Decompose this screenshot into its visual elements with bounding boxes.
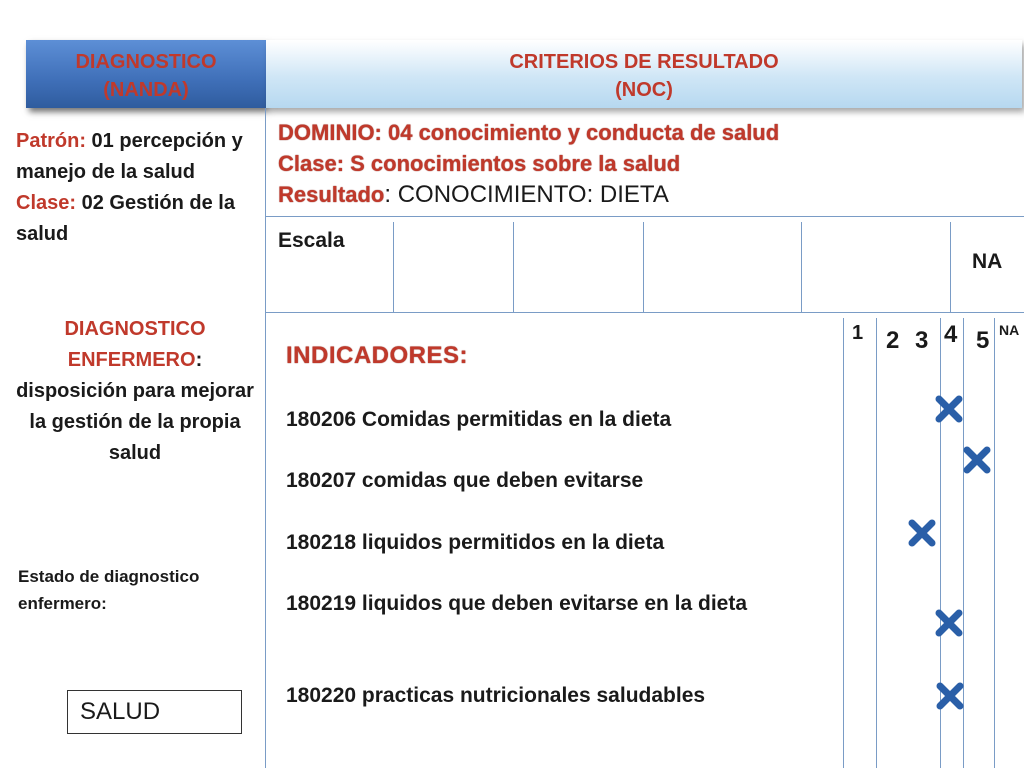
patron-label: Patrón:	[16, 130, 86, 152]
x-mark-icon	[935, 395, 963, 423]
scale-column-divider	[843, 318, 844, 768]
escala-divider	[801, 222, 802, 312]
escala-divider	[513, 222, 514, 312]
scale-number-4: 4	[944, 321, 958, 348]
x-mark-icon	[963, 446, 991, 474]
clase-noc-text: Clase: S conocimientos sobre la salud	[278, 151, 681, 176]
escala-divider	[393, 222, 394, 312]
scale-number-3: 3	[915, 327, 929, 354]
indicator-1: 180206 Comidas permitidas en la dieta	[286, 408, 672, 431]
estado-label: Estado de diagnostico enfermero:	[18, 567, 200, 613]
resultado-value: : CONOCIMIENTO: DIETA	[384, 181, 669, 208]
indicator-2: 180207 comidas que deben evitarse	[286, 469, 644, 492]
diagnostico-colon: :	[195, 349, 203, 371]
indicator-5: 180220 practicas nutricionales saludables	[286, 684, 706, 707]
nanda-header	[26, 40, 266, 108]
column-divider	[265, 108, 266, 768]
patron-value: 01 percepción y manejo de la salud	[16, 130, 243, 183]
indicator-3: 180218 liquidos permitidos en la dieta	[286, 531, 665, 554]
estado-value-box: SALUD	[67, 690, 242, 734]
scale-number-1: 1	[852, 322, 864, 344]
noc-header-line1: CRITERIOS DE RESULTADO	[509, 51, 779, 73]
nanda-header-line2: (NANDA)	[103, 79, 189, 101]
escala-divider	[950, 222, 951, 312]
scale-column-divider	[994, 318, 995, 768]
patron-block	[16, 126, 256, 250]
diagnostico-text: disposición para mejorar la gestión de la propia salud	[16, 380, 254, 464]
noc-domain-block	[278, 117, 1018, 210]
nanda-header-line1: DIAGNOSTICO	[75, 51, 217, 73]
scale-number-na: NA	[999, 322, 1020, 338]
clase-value: 02 Gestión de la salud	[16, 192, 235, 245]
diagnostico-block	[14, 314, 256, 469]
x-mark-icon	[935, 609, 963, 637]
row-divider-top	[265, 216, 1024, 217]
resultado-label: Resultado	[278, 182, 385, 207]
scale-column-divider	[876, 318, 877, 768]
noc-header-line2: (NOC)	[615, 79, 673, 101]
escala-label: Escala	[278, 229, 345, 252]
diagnostico-label: DIAGNOSTICO ENFERMERO	[64, 318, 206, 371]
indicator-4: 180219 liquidos que deben evitarse en la dieta	[286, 592, 748, 615]
clase-label: Clase:	[16, 192, 77, 214]
escala-na-label: NA	[972, 250, 1003, 273]
scale-number-5: 5	[976, 327, 990, 354]
dominio-text: DOMINIO: 04 conocimiento y conducta de salud	[278, 120, 780, 145]
row-divider-bottom	[265, 312, 1024, 313]
indicadores-title: INDICADORES:	[286, 342, 469, 369]
scale-number-2: 2	[886, 327, 900, 354]
escala-divider	[643, 222, 644, 312]
x-mark-icon	[908, 519, 936, 547]
noc-header	[266, 40, 1022, 108]
x-mark-icon	[936, 682, 964, 710]
